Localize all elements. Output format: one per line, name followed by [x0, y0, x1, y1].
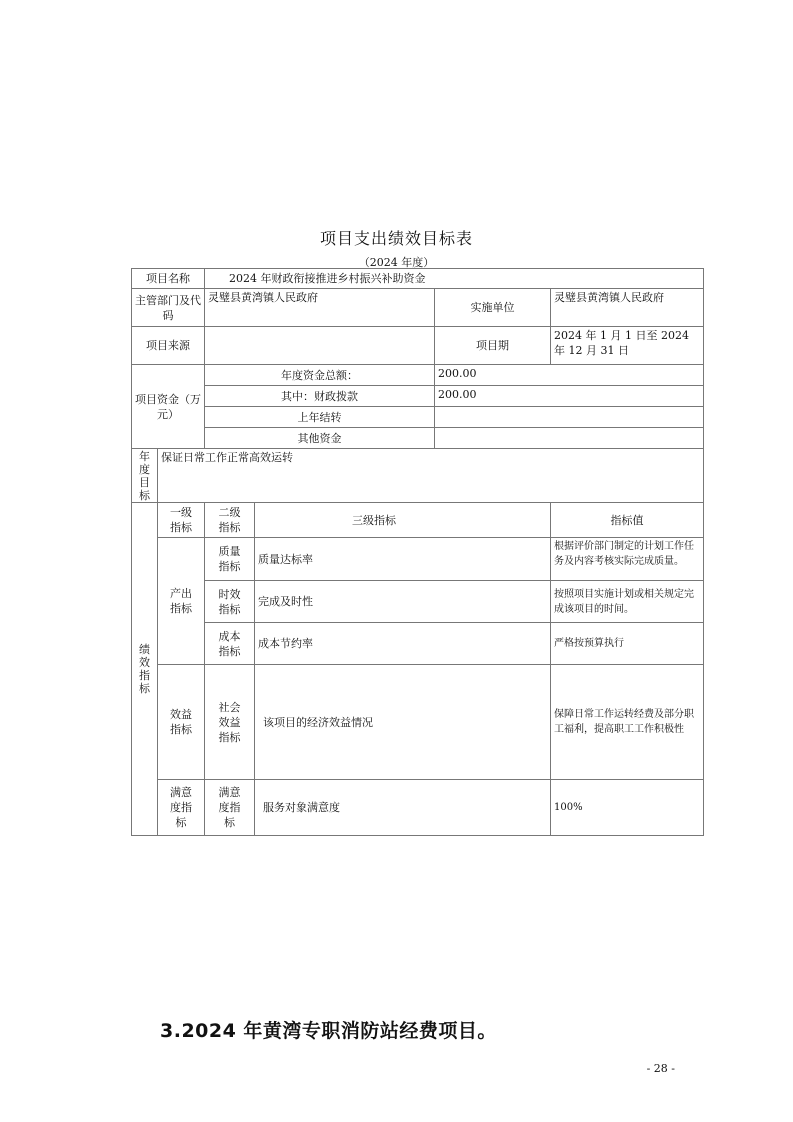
benefit-indicator-label: 效益指标 — [158, 665, 205, 780]
funds-row-value — [435, 428, 704, 449]
funds-row-label: 年度资金总额： — [205, 365, 435, 386]
table-row — [132, 428, 704, 449]
section-heading: 3.2024 年黄湾专职消防站经费项目。 — [160, 1020, 497, 1042]
table-row — [132, 581, 704, 623]
header-level1: 一级指标 — [158, 503, 205, 538]
project-name-label: 项目名称 — [132, 269, 205, 289]
level2-cell: 满意度指标 — [205, 780, 255, 836]
table-row — [132, 623, 704, 665]
performance-table — [131, 268, 704, 836]
header-level3: 三级指标 — [255, 503, 551, 538]
level3-cell: 完成及时性 — [255, 581, 551, 623]
level2-cell: 质量指标 — [205, 538, 255, 581]
period-value: 2024 年 1 月 1 日至 2024 年 12 月 31 日 — [551, 327, 704, 365]
level3-cell: 成本节约率 — [255, 623, 551, 665]
value-cell: 保障日常工作运转经费及部分职工福利，提高职工工作积极性 — [551, 665, 704, 780]
page-subtitle: （2024 年度） — [358, 256, 435, 269]
table-row — [132, 365, 704, 386]
level2-cell: 社会效益指标 — [205, 665, 255, 780]
period-label: 项目期 — [435, 327, 551, 365]
annual-goal-value: 保证日常工作正常高效运转 — [158, 449, 704, 503]
level3-cell: 该项目的经济效益情况 — [255, 665, 551, 780]
value-cell: 根据评价部门制定的计划工作任务及内容考核实际完成质量。 — [551, 538, 704, 581]
page-number: - 28 - — [646, 1062, 675, 1075]
value-cell: 100% — [551, 780, 704, 836]
table-row — [132, 503, 704, 538]
funds-label: 项目资金（万元） — [132, 365, 205, 449]
table-row — [132, 665, 704, 780]
level3-cell: 质量达标率 — [255, 538, 551, 581]
indicators-section-label: 绩效指标 — [132, 503, 158, 836]
table-row — [132, 289, 704, 327]
project-name-value: 2024 年财政衔接推进乡村振兴补助资金 — [205, 269, 704, 289]
funds-row-value — [435, 407, 704, 428]
table-row — [132, 269, 704, 289]
table-row — [132, 386, 704, 407]
table-row — [132, 407, 704, 428]
table-row — [132, 538, 704, 581]
value-cell: 严格按预算执行 — [551, 623, 704, 665]
header-level2: 二级指标 — [205, 503, 255, 538]
level3-cell: 服务对象满意度 — [255, 780, 551, 836]
table-row — [132, 327, 704, 365]
annual-goal-label: 年度目标 — [132, 449, 158, 503]
funds-row-label: 其他资金 — [205, 428, 435, 449]
table-row — [132, 780, 704, 836]
dept-value: 灵璧县黄湾镇人民政府 — [205, 289, 435, 327]
table-row — [132, 449, 704, 503]
level2-cell: 成本指标 — [205, 623, 255, 665]
value-cell: 按照项目实施计划或相关规定完成该项目的时间。 — [551, 581, 704, 623]
page-title: 项目支出绩效目标表 — [319, 229, 473, 248]
level2-cell: 时效指标 — [205, 581, 255, 623]
funds-row-value: 200.00 — [435, 386, 704, 407]
source-label: 项目来源 — [132, 327, 205, 365]
satisfaction-indicator-label: 满意度指标 — [158, 780, 205, 836]
funds-row-value: 200.00 — [435, 365, 704, 386]
dept-label: 主管部门及代码 — [132, 289, 205, 327]
output-indicator-label: 产出指标 — [158, 538, 205, 665]
impl-unit-label: 实施单位 — [435, 289, 551, 327]
header-value: 指标值 — [551, 503, 704, 538]
funds-row-label: 其中：财政拨款 — [205, 386, 435, 407]
source-value — [205, 327, 435, 365]
impl-unit-value: 灵璧县黄湾镇人民政府 — [551, 289, 704, 327]
funds-row-label: 上年结转 — [205, 407, 435, 428]
